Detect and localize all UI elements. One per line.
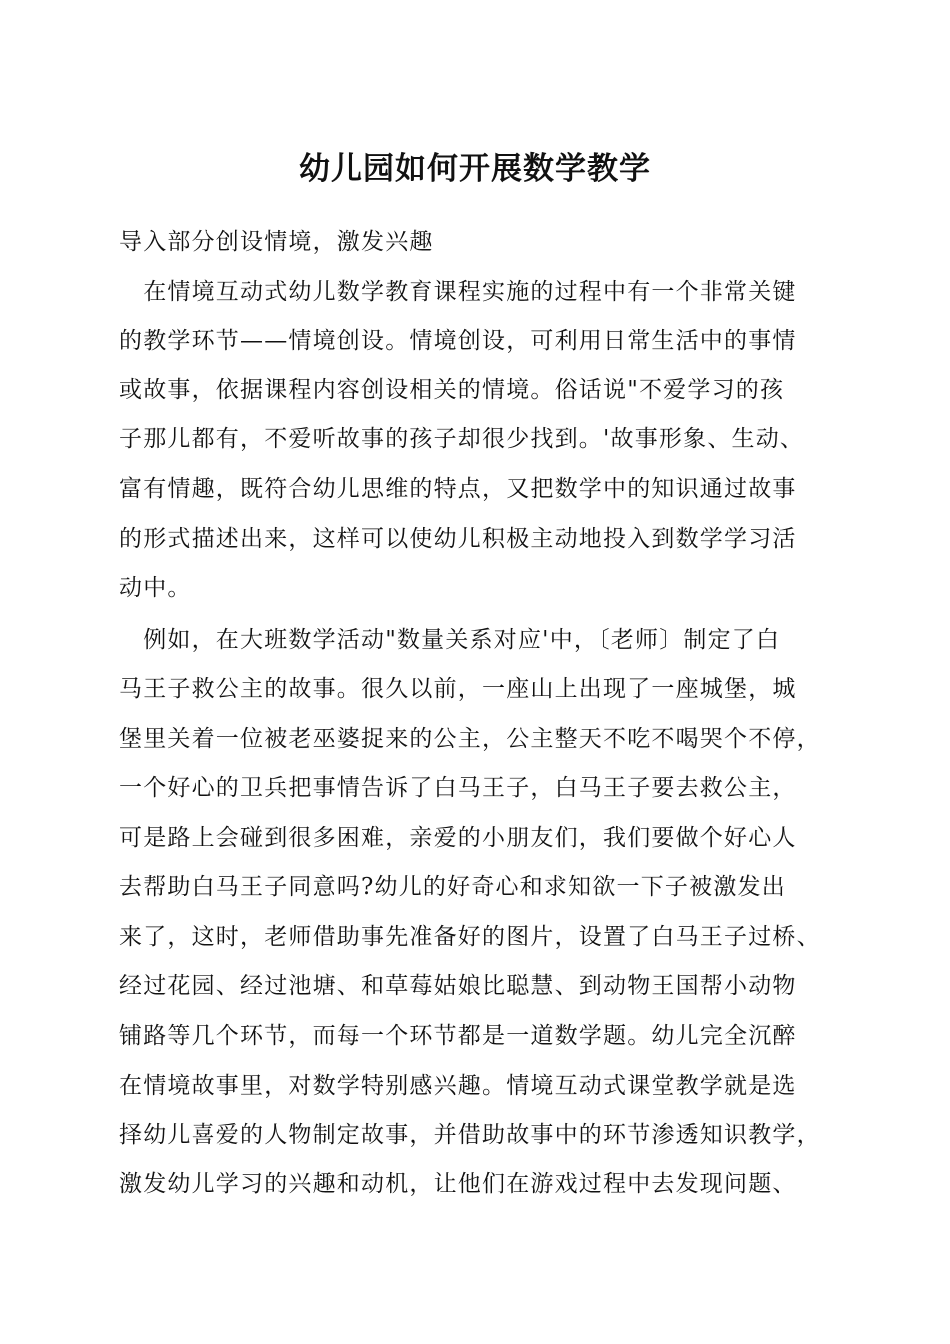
text-line: 的形式描述出来，这样可以使幼儿积极主动地投入到数学学习活 [119,526,797,552]
text-line: 在情境故事里，对数学特别感兴趣。情境互动式课堂教学就是选 [119,1073,797,1099]
text-line: 择幼儿喜爱的人物制定故事，并借助故事中的环节渗透知识教学， [119,1122,821,1148]
text-line: 激发幼儿学习的兴趣和动机，让他们在游戏过程中去发现问题、 [119,1171,797,1197]
text-line: 堡里关着一位被老巫婆捉来的公主，公主整天不吃不喝哭个不停， [119,726,821,752]
text-line: 子那儿都有，不爱听故事的孩子却很少找到。'故事形象、生动、 [119,426,805,452]
text-line: 或故事，依据课程内容创设相关的情境。俗话说"不爱学习的孩 [119,377,785,403]
text-line: 一个好心的卫兵把事情告诉了白马王子，白马王子要去救公主， [119,775,797,801]
text-line: 马王子救公主的故事。很久以前，一座山上出现了一座城堡，城 [119,676,797,702]
document-title: 幼儿园如何开展数学教学 [299,151,651,187]
section-heading: 导入部分创设情境，激发兴趣 [119,229,434,255]
text-line: 来了，这时，老师借助事先准备好的图片，设置了白马王子过桥、 [119,924,821,950]
text-line: 在情境互动式幼儿数学教育课程实施的过程中有一个非常关键 [119,279,797,305]
text-line: 例如，在大班数学活动"数量关系对应'中，〔老师〕制定了白 [119,627,781,653]
text-line: 去帮助白马王子同意吗?幼儿的好奇心和求知欲一下子被激发出 [119,874,786,900]
text-line: 铺路等几个环节，而每一个环节都是一道数学题。幼儿完全沉醉 [119,1023,797,1049]
text-line: 的教学环节——情境创设。情境创设，可利用日常生活中的事情 [119,328,797,354]
text-line: 经过花园、经过池塘、和草莓姑娘比聪慧、到动物王国帮小动物 [119,973,797,999]
text-line: 可是路上会碰到很多困难，亲爱的小朋友们，我们要做个好心人 [119,825,797,851]
text-line: 富有情趣，既符合幼儿思维的特点，又把数学中的知识通过故事 [119,476,797,502]
text-line: 动中。 [119,575,192,601]
